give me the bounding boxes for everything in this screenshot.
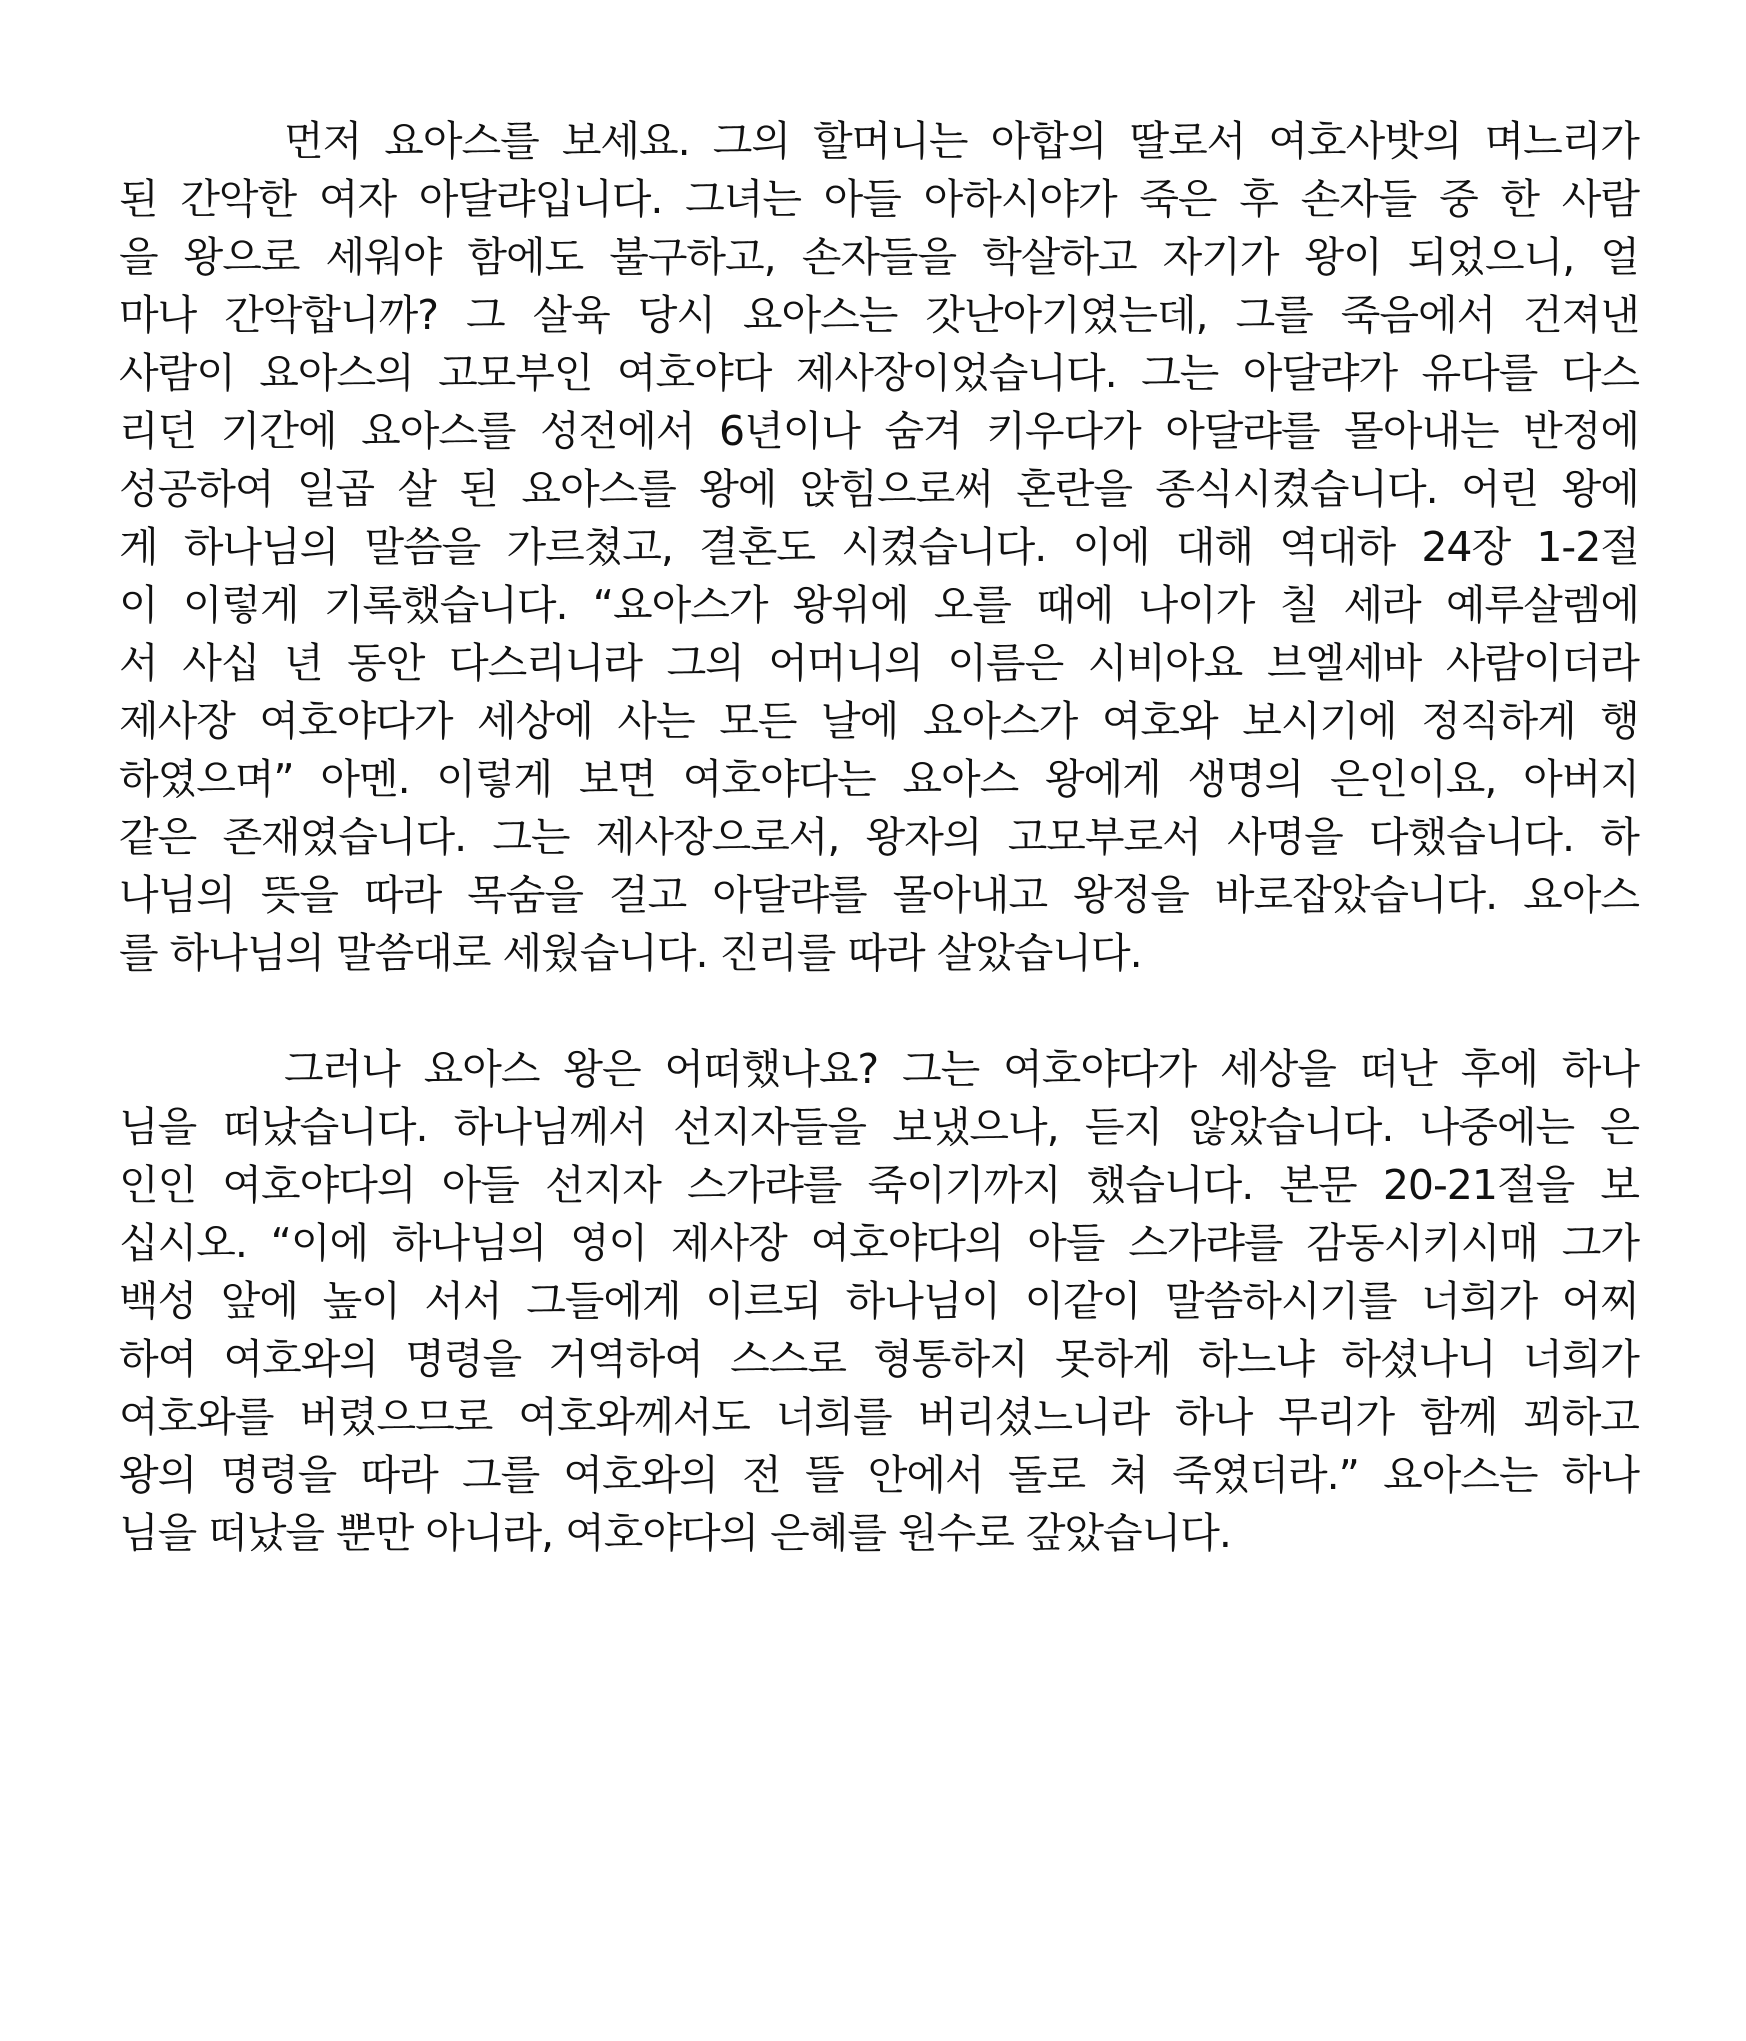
text-line [119, 460, 1639, 518]
word: 죽이기까지 [867, 1161, 1061, 1209]
word: 왕은 [563, 1045, 641, 1093]
word: 간악한 [180, 175, 297, 223]
word: 하나 [1175, 1393, 1253, 1441]
text-line [119, 576, 1639, 634]
word: 은인이요, [1329, 755, 1497, 803]
paragraph-2 [119, 1040, 1639, 1562]
word: 하나 [1561, 1045, 1639, 1093]
word: 제사장이었습니다. [795, 349, 1117, 397]
word: 손자들을 [801, 233, 957, 281]
word: 그의 [666, 639, 744, 687]
word: 보냈으나, [892, 1103, 1059, 1151]
word: 유다를 [1421, 349, 1538, 397]
word: 일곱 [296, 465, 375, 513]
word: 인인 [119, 1161, 197, 1209]
word: “이에 [270, 1219, 369, 1267]
word: 왕위에 [792, 581, 909, 629]
word: 성전에서 [540, 407, 695, 455]
word: 너희가 [1421, 1277, 1538, 1325]
word: 따라 [847, 929, 925, 977]
word: 마나 [119, 291, 197, 339]
word: 성공하여 [119, 465, 274, 513]
word: 쳐 [1109, 1451, 1148, 1499]
word: 여호야다의 [810, 1219, 1004, 1267]
word: 아달랴가 [1242, 349, 1398, 397]
word: 하였으며” [119, 755, 294, 803]
word: 하나님의 [391, 1219, 547, 1267]
word: 자기가 [1162, 233, 1279, 281]
text-line [119, 1214, 1639, 1272]
word: 그가 [1561, 1219, 1639, 1267]
word: 이같이 [1024, 1277, 1141, 1325]
word: 스스로 [730, 1335, 846, 1383]
word: 세상을 [1219, 1045, 1336, 1093]
word: 따라 [364, 871, 442, 919]
word: 요아스를 [361, 407, 516, 455]
word: 사십 [182, 639, 260, 687]
word: 여호야다가 [1003, 1045, 1197, 1093]
word: 죽은 [1139, 175, 1217, 223]
word: 여호와 [1101, 697, 1218, 745]
text-line [119, 112, 1639, 170]
word: 감동시키시매 [1306, 1219, 1538, 1267]
word: 그 [465, 291, 505, 339]
word: 영이 [569, 1219, 648, 1267]
text-line [119, 344, 1639, 402]
word: 그는 [1141, 349, 1219, 397]
word: 목숨을 [467, 871, 584, 919]
word: 며느리가 [1484, 117, 1639, 165]
word: 갚았습니다. [1025, 1509, 1231, 1557]
word: 왕에게 [1044, 755, 1161, 803]
word: 그의 [712, 117, 790, 165]
text-line [119, 1446, 1639, 1504]
word: 하나님께서 [453, 1103, 647, 1151]
word: 여호와께서도 [518, 1393, 750, 1441]
word: 아멘. [320, 755, 410, 803]
word: 말씀하시기를 [1165, 1277, 1397, 1325]
word: 존재였습니다. [222, 813, 467, 861]
word: 왕자의 [865, 813, 982, 861]
word: 명령을 [220, 1451, 337, 1499]
text-line [119, 866, 1639, 924]
word: 기록했습니다. [323, 581, 568, 629]
word: 떠났습니다. [222, 1103, 428, 1151]
text-line [119, 518, 1639, 576]
word: 사람이 [119, 349, 235, 397]
word: 은 [1600, 1103, 1639, 1151]
word: 이름은 [947, 639, 1064, 687]
text-line [119, 170, 1639, 228]
word: 세워야 [325, 233, 442, 281]
word: 님을 [119, 1103, 197, 1151]
text-line [119, 1272, 1639, 1330]
word: 하나님의 [169, 929, 325, 977]
text-line [119, 1040, 1639, 1098]
word: 어머니의 [768, 639, 923, 687]
word: 듣지 [1084, 1103, 1163, 1151]
word: 시켰습니다. [841, 523, 1047, 571]
word: 아니라, [425, 1509, 554, 1557]
word: 말씀을 [364, 523, 481, 571]
word: 먼저 [284, 117, 362, 165]
word: 정직하게 [1421, 697, 1576, 745]
word: 너희를 [775, 1393, 892, 1441]
word: 오를 [933, 581, 1011, 629]
word: 요아스를 [521, 465, 676, 513]
word: 고모부인 [438, 349, 593, 397]
word: 전 [742, 1451, 781, 1499]
word: 거역하여 [548, 1335, 703, 1383]
word: 보시기에 [1242, 697, 1397, 745]
word: 학살하고 [982, 233, 1137, 281]
word: 시비아요 [1087, 639, 1243, 687]
paragraph-1 [119, 112, 1639, 982]
word: 말씀대로 [336, 929, 491, 977]
word: 나님의 [119, 871, 235, 919]
word: 본문 [1279, 1161, 1357, 1209]
word: 은혜를 [770, 1509, 886, 1557]
word: 여호와를 [119, 1393, 274, 1441]
word: 다스리니라 [448, 639, 642, 687]
word: 얼 [1600, 233, 1639, 281]
word: 하여 [119, 1335, 197, 1383]
word: 제사장 [119, 697, 235, 745]
text-line [119, 1504, 1639, 1562]
word: 세라 [1343, 581, 1421, 629]
word: 아들 [441, 1161, 519, 1209]
word: 요아스 [1523, 871, 1639, 919]
word: 버리셨느니라 [917, 1393, 1150, 1441]
word: 높이 [322, 1277, 400, 1325]
word: 왕이 [1304, 233, 1382, 281]
text-line [119, 228, 1639, 286]
word: 않았습니다. [1188, 1103, 1394, 1151]
word: 24장 [1421, 523, 1511, 571]
word: 리던 [119, 407, 197, 455]
word: 뿐만 [336, 1509, 414, 1557]
word: 사람 [1561, 175, 1639, 223]
word: 제사장으로서, [595, 813, 840, 861]
word: 형통하지 [873, 1335, 1028, 1383]
word: 여호와의 [223, 1335, 378, 1383]
word: 어린 [1461, 465, 1539, 513]
word: 아달랴를 [1165, 407, 1320, 455]
word: 뜰 [804, 1451, 844, 1499]
word: 브엘세바 [1266, 639, 1422, 687]
word: 생명의 [1187, 755, 1304, 803]
word: 나이가 [1138, 581, 1255, 629]
word: 스가랴를 [686, 1161, 842, 1209]
word: 여호와의 [563, 1451, 718, 1499]
word: 날에 [821, 697, 899, 745]
word: 사람이더라 [1445, 639, 1639, 687]
word: 그는 [902, 1045, 980, 1093]
word: 보면 [578, 755, 657, 803]
word: 이렇게 [182, 581, 299, 629]
word: 하나 [1561, 1451, 1639, 1499]
word: 을 [119, 233, 158, 281]
word: 6년이나 [719, 407, 860, 455]
word: 제사장 [670, 1219, 787, 1267]
word: 님을 [119, 1509, 197, 1557]
word: 요아스 [423, 1045, 540, 1093]
word: 못하게 [1055, 1335, 1171, 1383]
word: 따라 [360, 1451, 438, 1499]
word: 살 [397, 465, 437, 513]
word: 결혼도 [699, 523, 815, 571]
word: 동안 [347, 639, 425, 687]
word: 요아스는 [742, 291, 898, 339]
word: 여호사밧의 [1268, 117, 1462, 165]
word: 서 [119, 639, 158, 687]
word: 아달랴를 [712, 871, 867, 919]
word: 너희가 [1523, 1335, 1639, 1383]
word: 살았습니다. [936, 929, 1142, 977]
word: 요아스 [902, 755, 1019, 803]
word: 하나님의 [183, 523, 339, 571]
word: 왕으로 [183, 233, 300, 281]
word: 진리를 [719, 929, 836, 977]
word: 요아스의 [259, 349, 414, 397]
text-line [119, 1330, 1639, 1388]
word: 아달랴입니다. [418, 175, 663, 223]
word: 그를 [461, 1451, 540, 1499]
word: “요아스가 [592, 581, 768, 629]
word: 혼란을 [1016, 465, 1133, 513]
word: 키우다가 [986, 407, 1141, 455]
word: 하느냐 [1198, 1335, 1315, 1383]
word: 왕정을 [1073, 871, 1189, 919]
word: 여호야다 [616, 349, 772, 397]
word: 하셨나니 [1341, 1335, 1496, 1383]
word: 죽였더라.” [1172, 1451, 1359, 1499]
word: 살육 [532, 291, 610, 339]
word: 꾀하고 [1523, 1393, 1639, 1441]
word: 다했습니다. [1369, 813, 1575, 861]
word: 한 [1500, 175, 1540, 223]
text-line [119, 750, 1639, 808]
word: 사는 [617, 697, 695, 745]
word: 여호야다가 [259, 697, 453, 745]
word: 요아스가 [922, 697, 1078, 745]
word: 하 [1600, 813, 1639, 861]
word: 게 [119, 523, 158, 571]
document-page [119, 112, 1639, 1562]
word: 된 [119, 175, 158, 223]
word: 예루살렘에 [1445, 581, 1639, 629]
word: 후 [1239, 175, 1278, 223]
word: 종식시켰습니다. [1155, 465, 1438, 513]
word: 안에서 [867, 1451, 984, 1499]
word: 딸로서 [1129, 117, 1246, 165]
word: 아들 [1027, 1219, 1105, 1267]
word: 뜻을 [260, 871, 339, 919]
word: 요아스를 [384, 117, 539, 165]
word: 여호야다의 [565, 1509, 759, 1557]
word: 건져낸 [1523, 291, 1639, 339]
word: 그녀는 [685, 175, 801, 223]
word: 보세요. [561, 117, 690, 165]
word: 그는 [492, 813, 570, 861]
word: 여자 [318, 175, 397, 223]
paragraph-gap [119, 982, 1639, 1040]
word: 몰아내고 [892, 871, 1048, 919]
word: 앉힘으로써 [799, 465, 993, 513]
word: 걸고 [609, 871, 687, 919]
text-line [119, 692, 1639, 750]
text-line [119, 808, 1639, 866]
word: 때에 [1036, 581, 1114, 629]
word: 아하시야가 [923, 175, 1117, 223]
word: 다스 [1561, 349, 1639, 397]
word: 여호야다의 [222, 1161, 416, 1209]
word: 당시 [637, 291, 715, 339]
word: 고모부로서 [1007, 813, 1201, 861]
word: 나중에는 [1419, 1103, 1575, 1151]
word: 십시오. [119, 1219, 247, 1267]
word: 불구하고, [609, 233, 776, 281]
word: 몰아내는 [1344, 407, 1499, 455]
word: 아버지 [1523, 755, 1639, 803]
word: 되었으니, [1407, 233, 1575, 281]
word: 어떠했나요? [664, 1045, 879, 1093]
word: 할머니는 [813, 117, 968, 165]
text-line [119, 286, 1639, 344]
word: 떠났을 [208, 1509, 325, 1557]
word: 그들에게 [526, 1277, 681, 1325]
word: 같은 [119, 813, 197, 861]
word: 아합의 [990, 117, 1107, 165]
word: 기간에 [220, 407, 337, 455]
word: 죽음에서 [1340, 291, 1496, 339]
text-line [119, 1098, 1639, 1156]
word: 여호야다는 [682, 755, 876, 803]
word: 20-21절을 [1382, 1161, 1575, 1209]
word: 어찌 [1561, 1277, 1639, 1325]
word: 했습니다. [1086, 1161, 1254, 1209]
word: 가르쳤고, [506, 523, 673, 571]
word: 무리가 [1278, 1393, 1395, 1441]
word: 년 [283, 639, 323, 687]
word: 대해 [1175, 523, 1254, 571]
word: 서서 [424, 1277, 502, 1325]
text-line [119, 1388, 1639, 1446]
word: 떠난 [1359, 1045, 1437, 1093]
word: 그러나 [284, 1045, 400, 1093]
word: 간악합니까? [224, 291, 438, 339]
word: 백성 [119, 1277, 197, 1325]
word: 아들 [823, 175, 901, 223]
word: 1-2절 [1536, 523, 1639, 571]
word: 요아스는 [1383, 1451, 1538, 1499]
word: 행 [1600, 697, 1639, 745]
word: 그를 [1235, 291, 1313, 339]
word: 이렇게 [436, 755, 553, 803]
word: 역대하 [1279, 523, 1396, 571]
word: 하나님이 [845, 1277, 1001, 1325]
word: 함에도 [467, 233, 584, 281]
word: 스가랴를 [1128, 1219, 1283, 1267]
word: 모든 [719, 697, 797, 745]
word: 칠 [1279, 581, 1319, 629]
word: 앞에 [220, 1277, 299, 1325]
word: 갓난아기였는데, [925, 291, 1208, 339]
word: 이에 [1072, 523, 1150, 571]
text-line [119, 924, 1639, 982]
word: 를 [119, 929, 158, 977]
text-line [119, 1156, 1639, 1214]
word: 손자들 [1300, 175, 1417, 223]
word: 이 [119, 581, 158, 629]
word: 숨겨 [884, 407, 962, 455]
word: 보 [1600, 1161, 1639, 1209]
word: 명령을 [405, 1335, 522, 1383]
text-line [119, 634, 1639, 692]
word: 반정에 [1523, 407, 1639, 455]
word: 세웠습니다. [502, 929, 708, 977]
text-line [119, 402, 1639, 460]
word: 중 [1439, 175, 1478, 223]
word: 후에 [1460, 1045, 1538, 1093]
word: 이르되 [705, 1277, 822, 1325]
word: 된 [459, 465, 498, 513]
word: 세상에 [477, 697, 593, 745]
word: 선지자 [544, 1161, 661, 1209]
word: 왕의 [119, 1451, 197, 1499]
word: 왕에 [699, 465, 777, 513]
word: 함께 [1419, 1393, 1498, 1441]
word: 사명을 [1226, 813, 1343, 861]
word: 버렸으므로 [299, 1393, 493, 1441]
word: 선지자들을 [672, 1103, 866, 1151]
word: 바로잡았습니다. [1214, 871, 1498, 919]
word: 돌로 [1007, 1451, 1086, 1499]
word: 왕에 [1561, 465, 1639, 513]
word: 원수로 [897, 1509, 1014, 1557]
